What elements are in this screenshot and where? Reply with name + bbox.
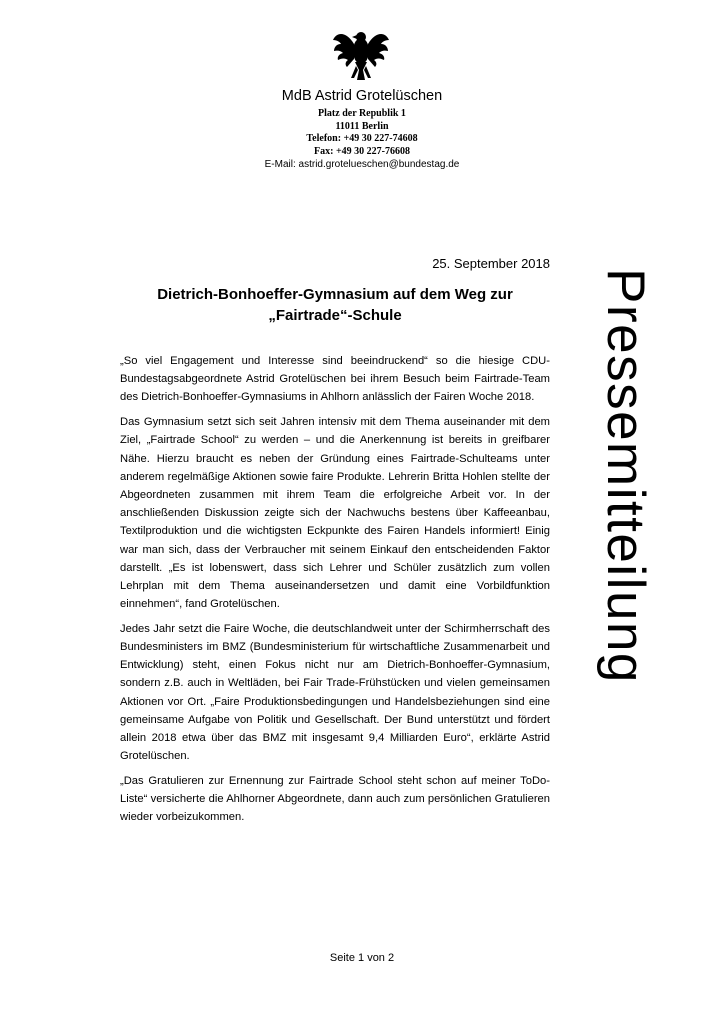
paragraph-4: „Das Gratulieren zur Ernennung zur Fairtrade School steht schon auf meiner ToDo-Liste“ versicherte die Ahlhorner Abgeordnete, dann auch zum persönlichen Gratulieren wieder vorbeizukommen. bbox=[120, 774, 550, 824]
fax-number: Fax: +49 30 227-76608 bbox=[314, 145, 410, 157]
press-body bbox=[120, 352, 550, 833]
side-label-container bbox=[590, 118, 660, 834]
letterhead bbox=[180, 86, 544, 171]
email-address: E-Mail: astrid.grotelueschen@bundestag.de bbox=[264, 159, 460, 170]
press-title bbox=[100, 284, 570, 326]
phone-number: Telefon: +49 30 227-74608 bbox=[306, 133, 418, 144]
title-line-2: „Fairtrade“-Schule bbox=[268, 307, 402, 324]
paragraph-1: „So viel Engagement und Interesse sind beeindruckend“ so die hiesige CDU-Bundestagsabgeordnete Astrid Grotelüschen bei ihrem Besuch beim Fairtrade-Team des Dietrich-Bonhoeffer-Gymnasiums in Ahlhorn anlässlich der Fairen Woche 2018. bbox=[120, 355, 550, 404]
page-number: Seite 1 von 2 bbox=[329, 952, 395, 964]
title-line-1: Dietrich-Bonhoeffer-Gymnasium auf dem Weg zur bbox=[157, 286, 513, 303]
address-city: 11011 Berlin bbox=[335, 120, 389, 132]
paragraph-2: Das Gymnasium setzt sich seit Jahren intensiv mit dem Thema auseinander mit dem Ziel, „Fairtrade School“ zu werden – und die Anerkennung ist bereits in greifbarer Nähe. Hierzu braucht es neben der Gründung eines Fairtrade-Schulteams unter anderem regelmäßige Aktionen sowie faire Produkte. Lehrerin Britta Hohlen stellte der Abgeordneten zusammen mit ihrem Team die erfolgreiche Arbeit vor. In der anschließenden Diskussion zeigte sich der Nachwuchs bestens über Kaffeeanbau, Textilproduktion und die wichtigsten Eckpunkte des Fairen Handels informiert! Einig war man sich, dass der Verbraucher mit seinem Einkauf den entscheidenden Faktor darstellt. „Es ist lobenswert, dass sich Lehrer und Schüler zusätzlich zum vollen Lehrplan mit dem Thema auseinandersetzen und damit eine Vorbildfunktion einnehmen“, fand Grotelüschen. bbox=[120, 416, 550, 611]
bundesadler-eagle-icon bbox=[331, 26, 391, 82]
member-name: MdB Astrid Grotelüschen bbox=[281, 88, 443, 104]
paragraph-3: Jedes Jahr setzt die Faire Woche, die deutschlandweit unter der Schirmherrschaft des Bundesministers im BMZ (Bundesministerium für wirtschaftliche Zusammenarbeit und Entwicklung) steht, einen Fokus nicht nur am Dietrich-Bonhoeffer-Gymnasium, sondern z.B. auch in Weltläden, bei Fair Trade-Frühstücken und vielen gemeinsamen Aktionen vor Ort. „Faire Produktionsbedingungen und Handelsbeziehungen sind eine gemeinsame Aufgabe von Politik und Gesellschaft. Der Bund unterstützt und fördert allein 2018 etwa über das BMZ mit insgesamt 9,4 Milliarden Euro“, erklärte Astrid Grotelüschen. bbox=[120, 622, 550, 763]
press-date: 25. September 2018 bbox=[432, 256, 550, 271]
pressemitteilung-label: Pressemitteilung bbox=[596, 268, 655, 684]
address-street: Platz der Republik 1 bbox=[318, 108, 406, 119]
